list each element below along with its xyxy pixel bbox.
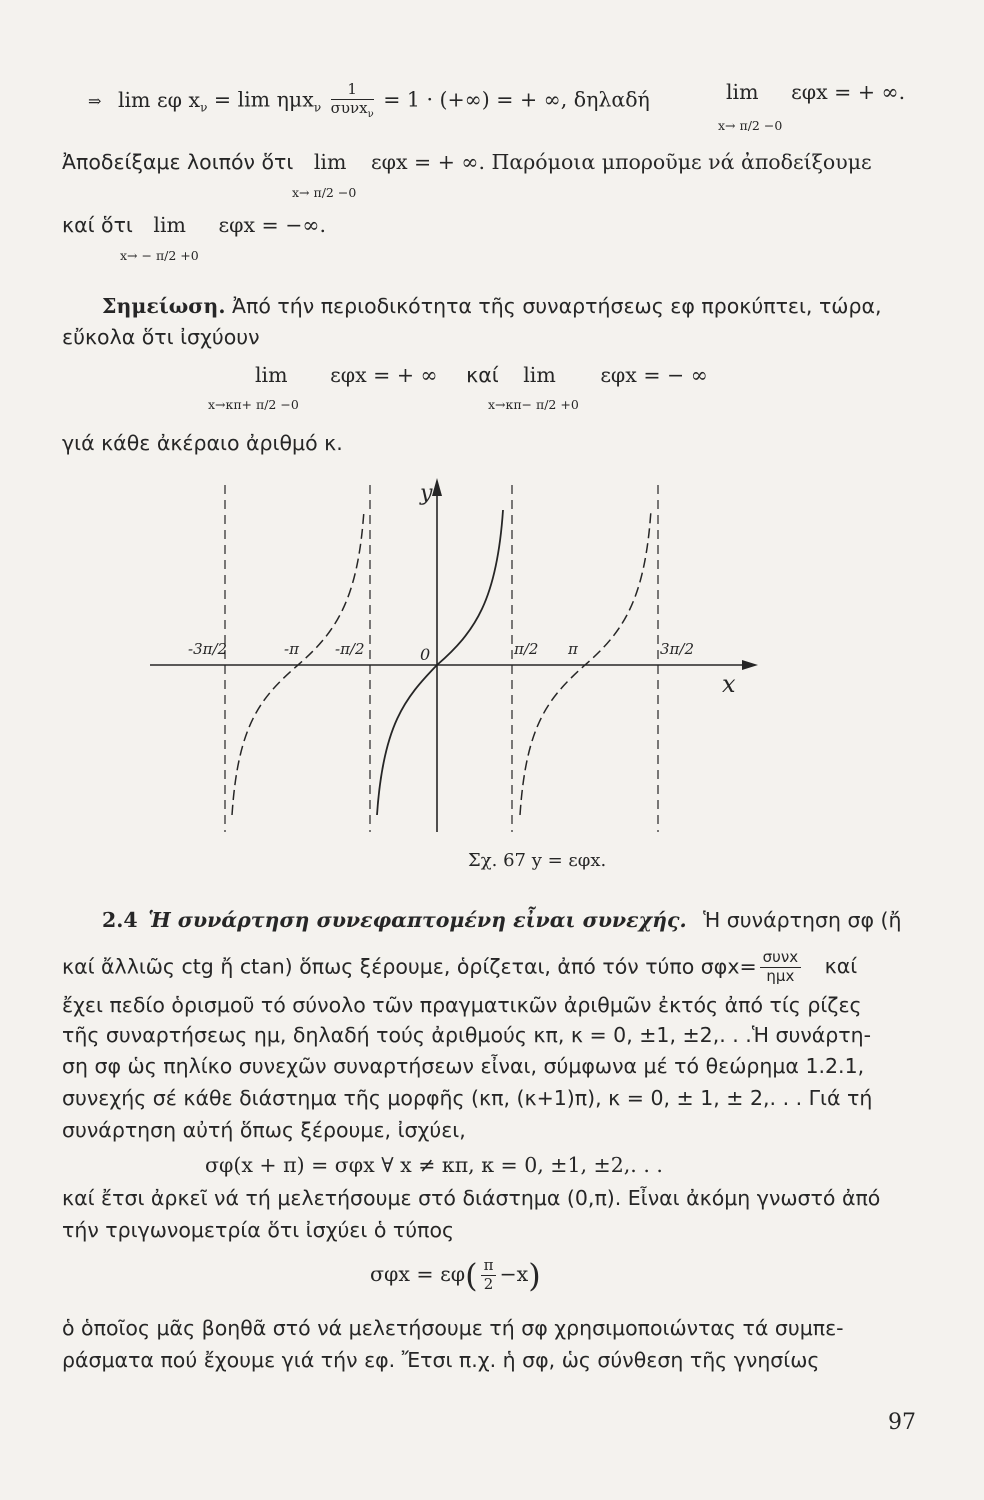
x-axis-arrow: [742, 660, 758, 670]
limit-line-1-lim: lim εφx = + ∞.: [726, 80, 906, 104]
para-line-1: καί ἄλλιῶς ctg ἤ ctan) ὅπως ξέρουμε, ὁρίζεται, ἀπό τόν τύπο σφx= $\frac{\text{συνx}}{\text{ημx}}$ καί: [62, 948, 858, 985]
para-line-5: συνεχής σέ κάθε διάστημα τῆς μορφῆς (κπ, (κ+1)π), κ = 0, ± 1, ± 2,. . . Γιά τή: [62, 1086, 873, 1110]
tick-pi: π: [568, 640, 578, 658]
tick-minus-3pi-2: -3π/2: [188, 640, 228, 658]
limit-1-subscript: x→ π/2 −0: [718, 118, 783, 133]
fraction-one-over-cos: $\frac{1}{\sigma\upsilon\nu x_\nu}$: [330, 80, 374, 120]
proved-line: Ἀποδείξαμε λοιπόν ὅτι lim εφx = + ∞. Παρόμοια μποροῦμε νά ἀποδείξουμε: [62, 150, 872, 174]
periodic-limit-2-subscript: x→κπ− π/2 +0: [488, 397, 579, 412]
periodic-limit-1-subscript: x→κπ+ π/2 −0: [208, 397, 299, 412]
periodic-limits: lim εφx = + ∞ καί lim εφx = − ∞: [255, 363, 708, 387]
para-line-3: τῆς συναρτήσεως ημ, δηλαδή τούς ἀριθμούς κπ, κ = 0, ±1, ±2,. . .Ἡ συνάρτη-: [62, 1023, 872, 1047]
limit-2-subscript: x→ π/2 −0: [292, 185, 357, 200]
tan-graph-figure: [0, 470, 984, 850]
y-axis-label: y: [420, 481, 433, 506]
limit-line-1: ⇒ lim εφ $x_\nu = \lim \eta\mu x_\nu$ $\frac{1}{\sigma\upsilon\nu x_\nu}$ = 1 · (+∞) = + ∞, δηλαδή: [88, 80, 650, 120]
cot-periodicity-equation: σφ(x + π) = σφx ∀ x ≠ κπ, κ = 0, ±1, ±2,. . .: [205, 1153, 663, 1177]
note-line-1: Σημείωση. Ἀπό τήν περιοδικότητα τῆς συναρτήσεως εφ προκύπτει, τώρα,: [102, 294, 882, 318]
tick-minus-pi-2: -π/2: [335, 640, 365, 658]
tan-branch-right: [520, 510, 651, 815]
also-line: καί ὅτι lim εφx = −∞.: [62, 213, 327, 237]
tan-branch-center: [377, 510, 503, 815]
section-title: Ἡ συνάρτηση συνεφαπτομένη εἶναι συνεχής.: [148, 908, 687, 932]
section-heading: 2.4 Ἡ συνάρτηση συνεφαπτομένη εἶναι συνεχής. Ἡ συνάρτηση σφ (ἤ: [102, 908, 902, 932]
para-line-10: ράσματα πού ἔχουμε γιά τήν εφ. Ἔτσι π.χ. ἡ σφ, ὡς σύνθεση τῆς γνησίως: [62, 1348, 820, 1372]
origin-label: 0: [420, 645, 431, 664]
tick-pi-2: π/2: [514, 640, 539, 658]
cot-tan-identity: σφx = εφ( $\frac{\pi}{2}$ −x): [370, 1256, 541, 1295]
tan-branch-left: [232, 510, 364, 815]
figure-caption: Σχ. 67 y = εφx.: [468, 850, 607, 871]
note-title: Σημείωση.: [102, 294, 226, 318]
x-axis-label: x: [722, 670, 736, 698]
para-line-7: καί ἔτσι ἀρκεῖ νά τή μελετήσουμε στό διάστημα (0,π). Εἶναι ἀκόμη γνωστό ἀπό: [62, 1186, 881, 1210]
limit-3-subscript: x→ − π/2 +0: [120, 248, 199, 263]
implies-arrow: ⇒: [88, 91, 102, 111]
section-number: 2.4: [102, 908, 138, 932]
note-line-3: γιά κάθε ἀκέραιο ἀριθμό κ.: [62, 431, 343, 455]
tick-minus-pi: -π: [284, 640, 299, 658]
para-line-9: ὁ ὁποῖος μᾶς βοηθᾶ στό νά μελετήσουμε τή σφ χρησιμοποιώντας τά συμπε-: [62, 1316, 844, 1340]
cot-fraction: $\frac{\text{συνx}}{\text{ημx}}$: [760, 950, 801, 985]
y-axis-arrow: [432, 478, 442, 496]
note-line-2: εὔκολα ὅτι ἰσχύουν: [62, 325, 260, 349]
para-line-4: ση σφ ὡς πηλίκο συνεχῶν συναρτήσεων εἶναι, σύμφωνα μέ τό θεώρημα 1.2.1,: [62, 1054, 865, 1078]
para-line-6: συνάρτηση αὐτή ὅπως ξέρουμε, ἰσχύει,: [62, 1118, 466, 1142]
para-line-2: ἔχει πεδίο ὁρισμοῦ τό σύνολο τῶν πραγματικῶν ἀριθμῶν ἐκτός ἀπό τίς ρίζες: [62, 993, 862, 1017]
para-line-8: τήν τριγωνομετρία ὅτι ἰσχύει ὁ τύπος: [62, 1218, 455, 1242]
page-number: 97: [888, 1410, 916, 1435]
tick-3pi-2: 3π/2: [660, 640, 694, 658]
